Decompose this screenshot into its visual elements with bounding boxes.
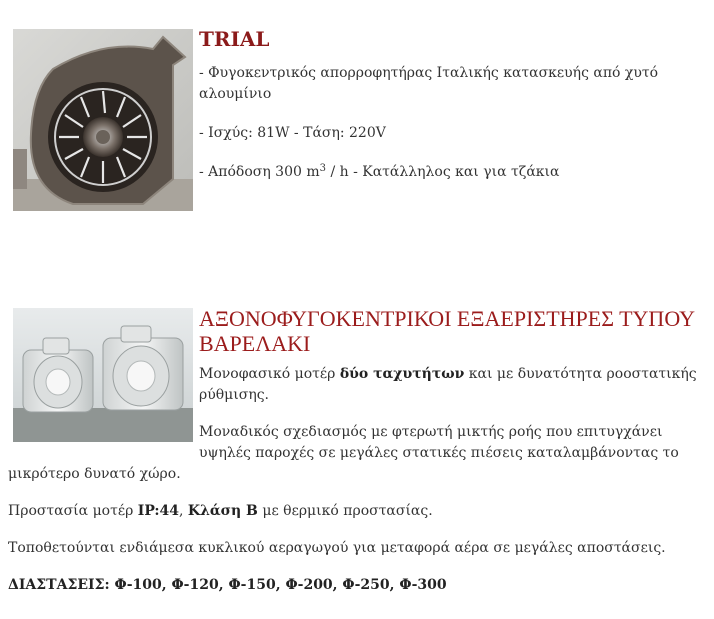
- airflow-superscript: 3: [319, 163, 326, 174]
- ip-rating: IP:44: [137, 503, 180, 519]
- two-speed-label: δύο ταχυτήτων: [339, 366, 465, 382]
- inline-duct-fans-image: [13, 308, 193, 442]
- separator-text: ,: [179, 503, 188, 519]
- product-description: - Φυγοκεντρικός απορροφητήρας Ιταλικής κατασκευής από χυτό αλουμίνιο: [199, 65, 659, 102]
- motor-text-suffix: και με δυνατότητα ροοστατικής ρύθμισης.: [199, 366, 697, 403]
- motor-text: Μονοφασικό μοτέρ: [199, 366, 340, 382]
- protection-description: [8, 501, 704, 522]
- product-inline-fans-section: [8, 306, 704, 612]
- centrifugal-fan-image: [13, 29, 193, 211]
- protection-text: Προστασία μοτέρ: [8, 503, 138, 519]
- inline-duct-fans-illustration: [13, 308, 193, 442]
- product-trial-section: [8, 27, 704, 217]
- protection-text-suffix: με θερμικό προστασίας.: [257, 503, 433, 519]
- product-power-spec: - Ισχύς: 81W - Τάση: 220V: [199, 125, 386, 141]
- product-title: TRIAL: [199, 27, 270, 51]
- airflow-text: - Απόδοση 300 m: [199, 164, 320, 180]
- dimensions-text: ΔΙΑΣΤΑΣΕΙΣ: Φ-100, Φ-120, Φ-150, Φ-200, Φ-250, Φ-300: [8, 577, 447, 593]
- centrifugal-fan-illustration: [13, 29, 193, 211]
- insulation-class: Κλάση B: [187, 503, 258, 519]
- product-title: ΑΞΟΝΟΦΥΓΟΚΕΝΤΡΙΚΟΙ ΕΞΑΕΡΙΣΤΗΡΕΣ ΤΥΠΟΥ ΒΑΡΕΛΑΚΙ: [199, 306, 695, 356]
- design-description: Μοναδικός σχεδιασμός με φτερωτή μικτής ροής που επιτυγχάνει υψηλές παροχές σε μεγάλες στατικές πιέσεις καταλαμβάνοντας το μικρότερο δυνατό χώρο.: [8, 424, 679, 482]
- airflow-text-suffix: / h - Κατάλληλος και για τζάκια: [326, 164, 560, 180]
- dimensions-list: [8, 575, 704, 596]
- installation-description: Τοποθετούνται ενδιάμεσα κυκλικού αεραγωγού για μεταφορά αέρα σε μεγάλες αποστάσεις.: [8, 540, 666, 556]
